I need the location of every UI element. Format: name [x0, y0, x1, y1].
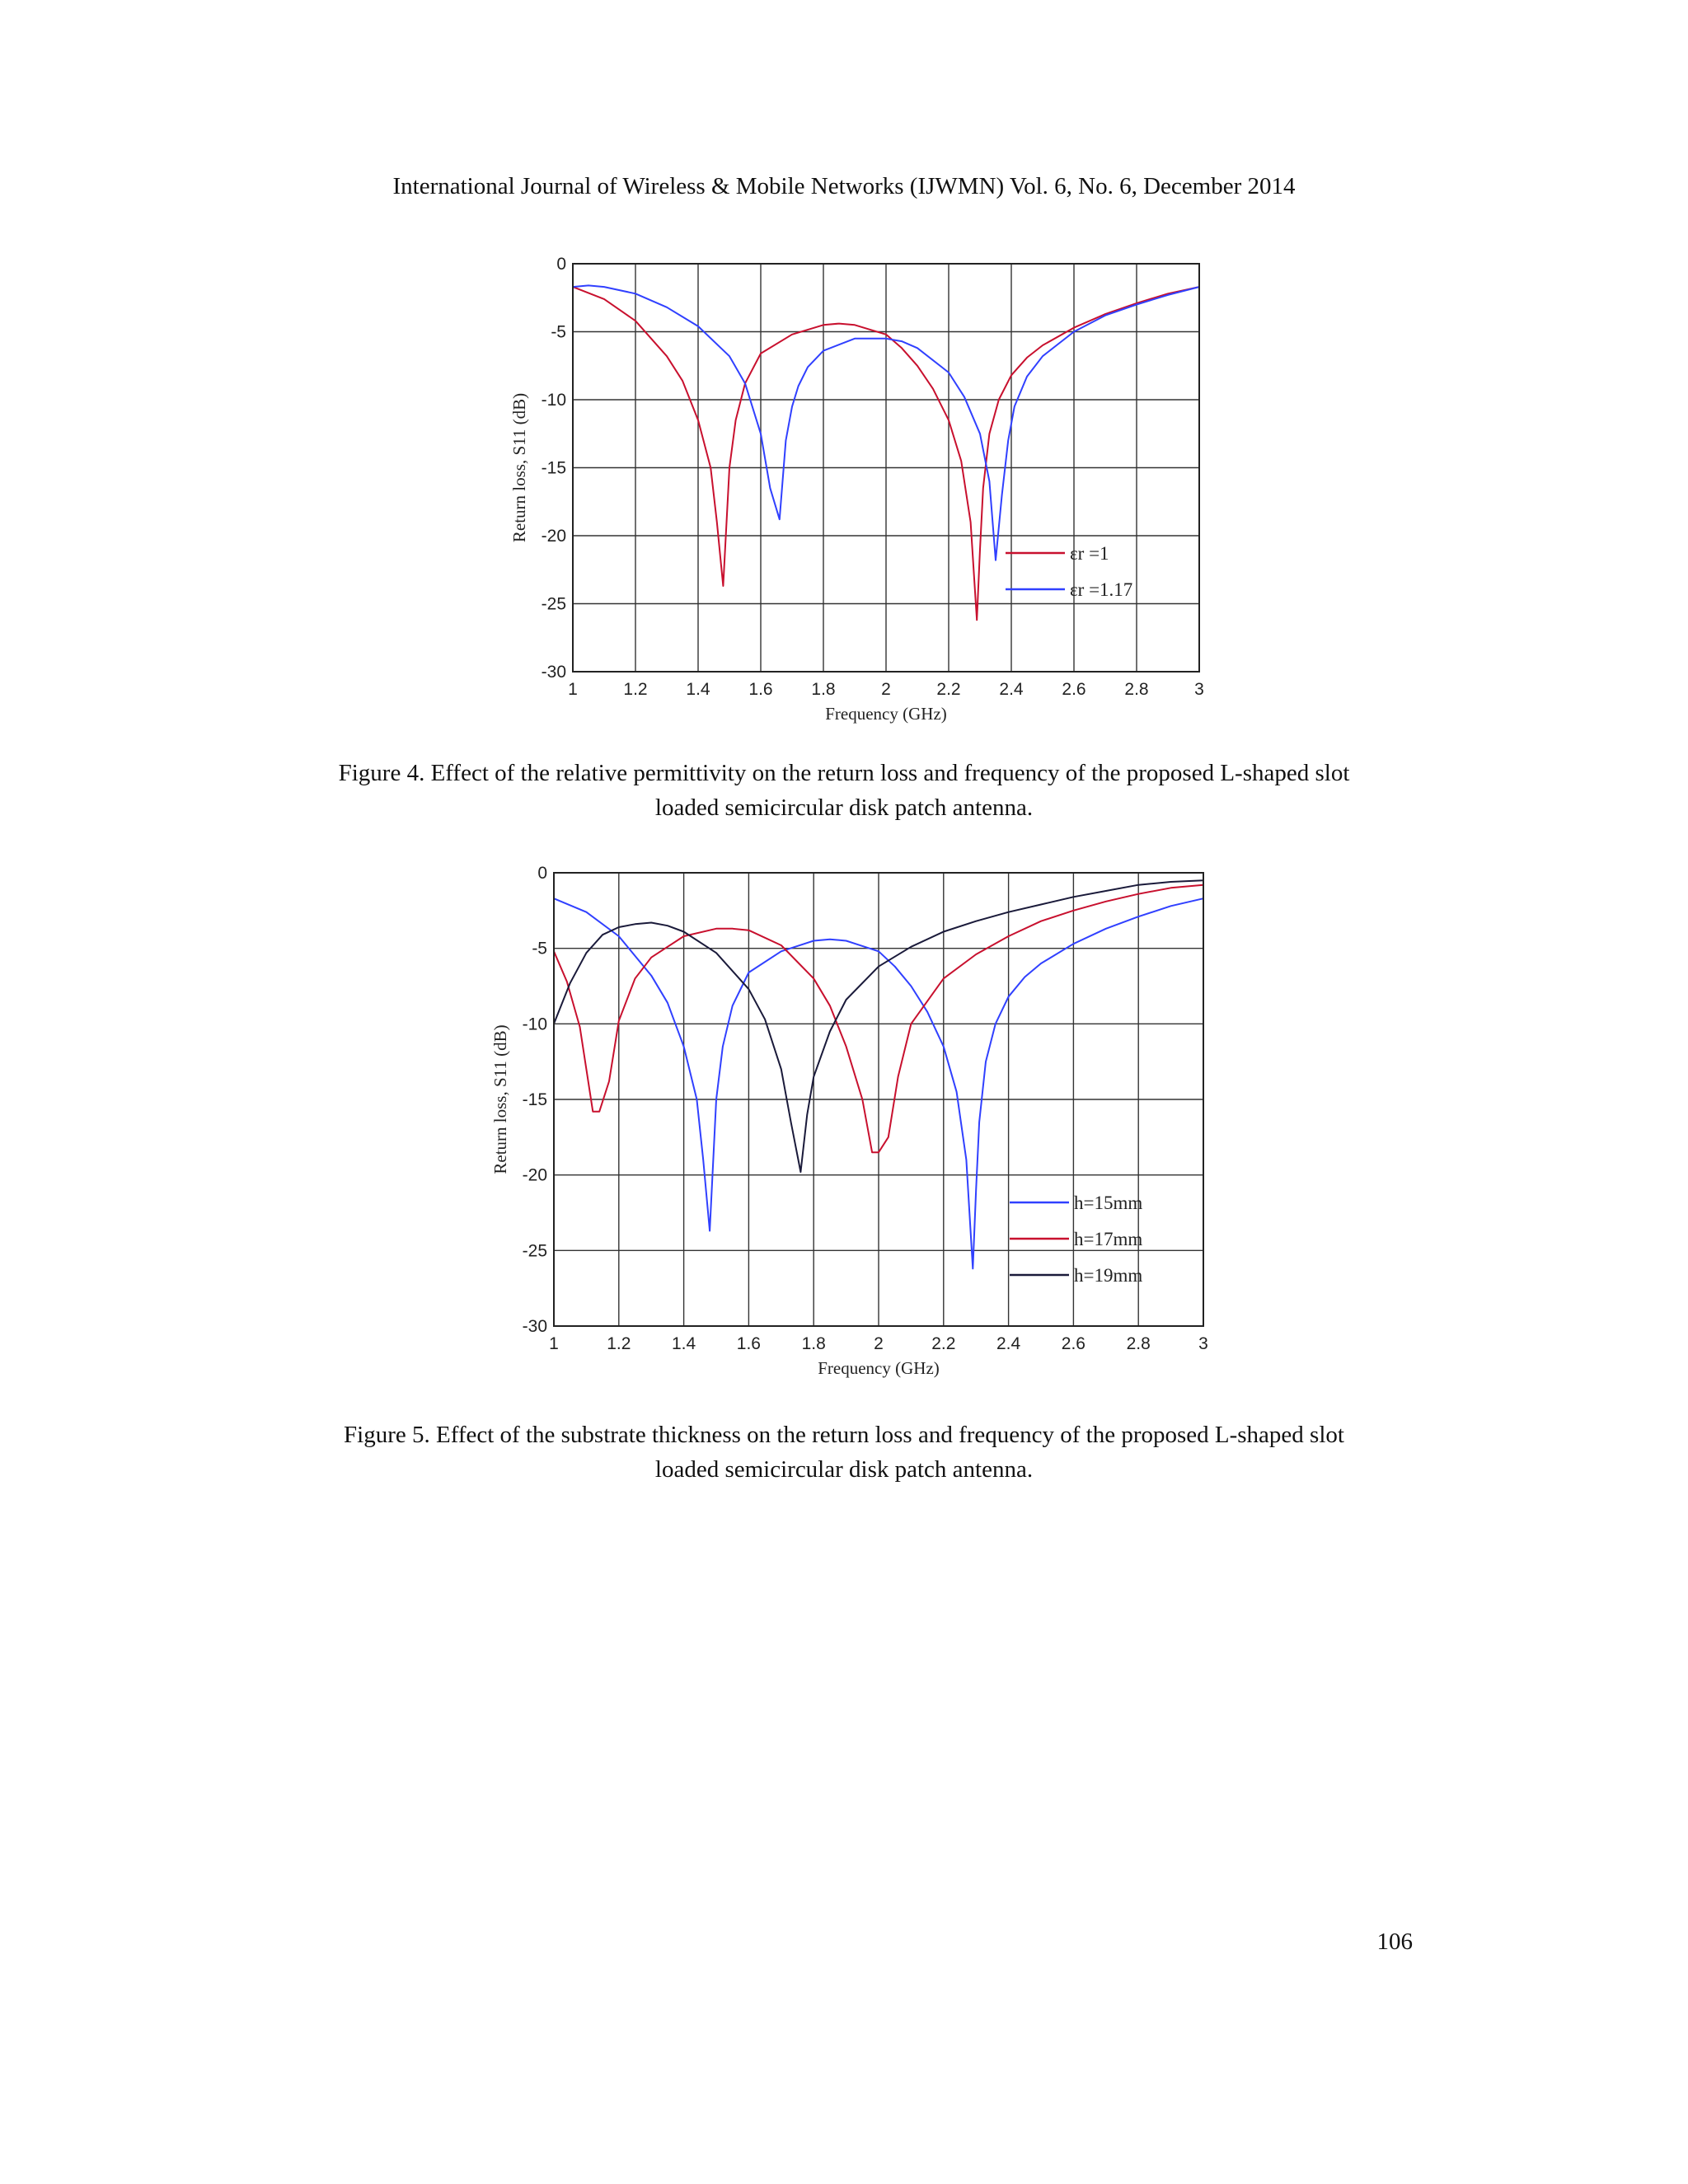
figure4-caption-line1: Figure 4. Effect of the relative permittivity on the return loss and frequency of the proposed L-shaped slot	[338, 760, 1350, 786]
x-tick-label: 2.6	[1061, 1334, 1086, 1353]
y-tick-label: -10	[541, 391, 566, 410]
y-tick-label: -20	[522, 1165, 547, 1185]
x-axis-label: Frequency (GHz)	[818, 1358, 940, 1378]
x-tick-label: 1.8	[811, 680, 836, 699]
x-tick-label: 3	[1198, 1334, 1208, 1353]
y-tick-label: -30	[522, 1317, 547, 1336]
x-tick-label: 1	[568, 680, 578, 699]
x-tick-label: 2.2	[931, 1334, 956, 1353]
x-tick-label: 1	[549, 1334, 559, 1353]
x-tick-label: 2.6	[1062, 680, 1086, 699]
y-tick-label: -15	[522, 1090, 547, 1109]
x-tick-label: 3	[1194, 680, 1204, 699]
y-tick-label: -5	[551, 322, 566, 342]
y-tick-label: -30	[541, 663, 566, 682]
y-tick-label: -10	[522, 1015, 547, 1034]
y-axis-label: Return loss, S11 (dB)	[509, 392, 529, 543]
y-tick-label: 0	[537, 864, 547, 883]
x-tick-label: 1.4	[671, 1334, 696, 1353]
x-tick-label: 2.8	[1126, 1334, 1151, 1353]
x-tick-label: 2.2	[936, 680, 961, 699]
legend-label-3: h=19mm	[1074, 1265, 1143, 1286]
x-tick-label: 1.2	[607, 1334, 631, 1353]
y-tick-label: 0	[556, 255, 566, 274]
x-axis-label: Frequency (GHz)	[825, 704, 947, 724]
x-tick-label: 1.4	[686, 680, 710, 699]
legend-label-1: εr =1	[1070, 543, 1109, 564]
y-axis-label: Return loss, S11 (dB)	[490, 1024, 510, 1174]
x-tick-label: 1.2	[623, 680, 648, 699]
x-tick-label: 2	[874, 1334, 884, 1353]
figure4-caption-line2: loaded semicircular disk patch antenna.	[654, 794, 1034, 821]
x-tick-label: 2.8	[1124, 680, 1149, 699]
legend-label-2: h=17mm	[1074, 1229, 1143, 1249]
x-tick-label: 2.4	[996, 1334, 1021, 1353]
figure5-caption-line2: loaded semicircular disk patch antenna.	[654, 1456, 1034, 1483]
figure5-caption	[247, 1418, 1441, 1487]
x-tick-label: 1.8	[801, 1334, 826, 1353]
journal-header: International Journal of Wireless & Mobile Networks (IJWMN) Vol. 6, No. 6, December 2014	[392, 173, 1296, 199]
x-tick-label: 1.6	[736, 1334, 762, 1353]
x-tick-label: 2	[881, 680, 891, 699]
x-tick-label: 1.6	[748, 680, 773, 699]
figure5-caption-line1: Figure 5. Effect of the substrate thickness on the return loss and frequency of the proposed L-shaped slot	[344, 1422, 1344, 1448]
legend-label-1: h=15mm	[1074, 1193, 1143, 1213]
x-tick-label: 2.4	[999, 680, 1024, 699]
y-tick-label: -5	[532, 939, 547, 958]
legend-label-2: εr =1.17	[1070, 579, 1133, 600]
y-tick-label: -25	[541, 594, 566, 614]
y-tick-label: -15	[541, 458, 566, 478]
y-tick-label: -25	[522, 1241, 547, 1261]
y-tick-label: -20	[541, 527, 566, 546]
page-number: 106	[1376, 1929, 1413, 1955]
